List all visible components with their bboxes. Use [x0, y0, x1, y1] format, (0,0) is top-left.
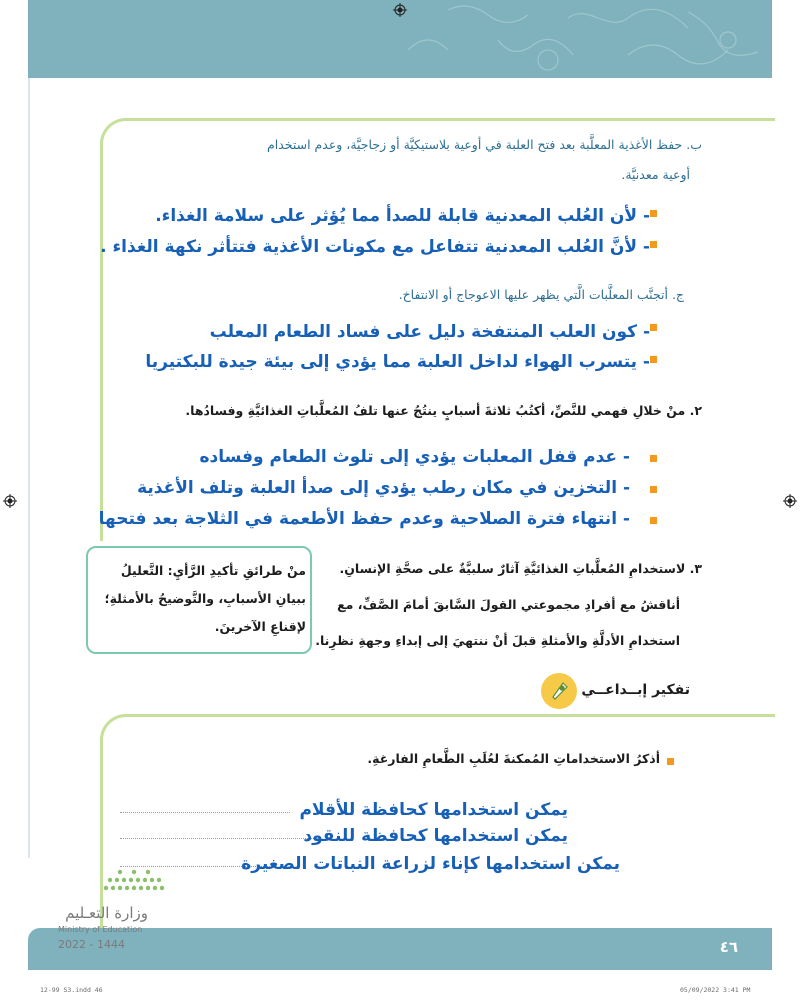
question-2-answer-2: - التخزين في مكان رطب يؤدي إلى صدأ العلبة وتلف الأغذية: [137, 478, 630, 498]
tip-line2: ببيانِ الأسبابِ، والتَّوضيحُ بالأمثلةِ؛: [104, 591, 306, 606]
tip-line1: منْ طرائقِ تأكيدِ الرَّأيِ: التَّعليلُ: [120, 563, 306, 578]
question-3-line3: استخدامِ الأدلَّةِ والأمثلةِ قبلَ أنْ ننتهيَ إلى إبداءِ وجهةِ نظرِنا.: [315, 633, 680, 648]
registration-mark-left: [3, 494, 17, 508]
section-b-question-line1: ب. حفظ الأغذية المعلَّبة بعد فتح العلبة في أوعية بلاستيكيَّة أو زجاجيَّة، وعدم استخدام: [267, 137, 702, 152]
footer-band: [28, 928, 772, 970]
registration-mark-top: [393, 3, 407, 17]
section-b-answer-2: - لأنَّ العُلب المعدنية تتفاعل مع مكونات الأغذية فتتأثر نكهة الغذاء .: [100, 237, 650, 257]
bullet-square: [650, 455, 657, 462]
print-slug-file: 12-99 S3.indd 46: [40, 986, 103, 994]
tip-line3: لإقناعِ الآخرينَ.: [214, 619, 306, 634]
creative-answer-3: يمكن استخدامها كإناء لزراعة النباتات الصغيرة: [241, 854, 620, 874]
question-2-answer-3: - انتهاء فترة الصلاحية وعدم حفظ الأطعمة في الثلاجة بعد فتحها: [98, 509, 630, 529]
bullet-square: [650, 324, 657, 331]
question-2-answer-1: - عدم قفل المعلبات يؤدي إلى تلوث الطعام وفساده: [199, 447, 630, 467]
section-c-answer-1: - كون العلب المنتفخة دليل على فساد الطعام المعلب: [209, 322, 650, 342]
question-2: ٢. منْ خلالِ فهمي للنَّصِّ، أكتُبُ ثلاثةَ أسبابٍ ينتُجُ عنها تلفُ المُعلَّباتِ الغذائيَّةِ وفسادُها.: [185, 403, 702, 418]
print-slug-date: 05/09/2022 3:41 PM: [680, 986, 751, 994]
ministry-name-en: Ministry of Education: [58, 925, 143, 934]
page-left-rule: [28, 78, 30, 858]
question-3-line1: ٣. لاستخدامِ المُعلَّباتِ الغذائيَّةِ آثارٌ سلبيَّةٌ على صحَّةِ الإنسانِ.: [339, 561, 702, 576]
section-c-question: ج. أتجنَّب المعلَّبات الَّتي يظهر عليها الاعوجاج أو الانتفاخ.: [398, 287, 684, 302]
creative-answer-1: يمكن استخدامها كحافظة للأقلام: [299, 800, 568, 820]
vision-2030-logo: [100, 866, 170, 898]
creative-thinking-title: تفكير إبــداعــي: [581, 682, 690, 698]
page-number: ٤٦: [719, 938, 738, 956]
section-b-question-line2: أوعية معدنيَّة.: [621, 167, 690, 182]
edition-year: 2022 - 1444: [58, 938, 125, 951]
bullet-square: [650, 517, 657, 524]
bullet-square: [650, 356, 657, 363]
creative-question: أذكرُ الاستخداماتِ المُمكنةَ لعُلَبِ الطَّعامِ الفارغةِ.: [367, 751, 660, 766]
section-b-answer-1: - لأن العُلب المعدنية قابلة للصدأ مما يُؤثر على سلامة الغذاء.: [155, 206, 650, 226]
bullet-square: [650, 210, 657, 217]
question-3-line2: أناقشُ مع أفرادِ مجموعتي القولَ السَّابقَ أمامَ الصَّفِّ، مع: [337, 597, 680, 612]
ministry-name-ar: وزارة التعـليم: [65, 904, 148, 922]
creative-answer-2: يمكن استخدامها كحافظة للنقود: [303, 826, 568, 846]
bullet-square: [650, 241, 657, 248]
section-c-answer-2: - يتسرب الهواء لداخل العلبة مما يؤدي إلى بيئة جيدة للبكتيريا: [145, 352, 650, 372]
registration-mark-right: [783, 494, 797, 508]
bullet-square: [667, 758, 674, 765]
bullet-square: [650, 486, 657, 493]
